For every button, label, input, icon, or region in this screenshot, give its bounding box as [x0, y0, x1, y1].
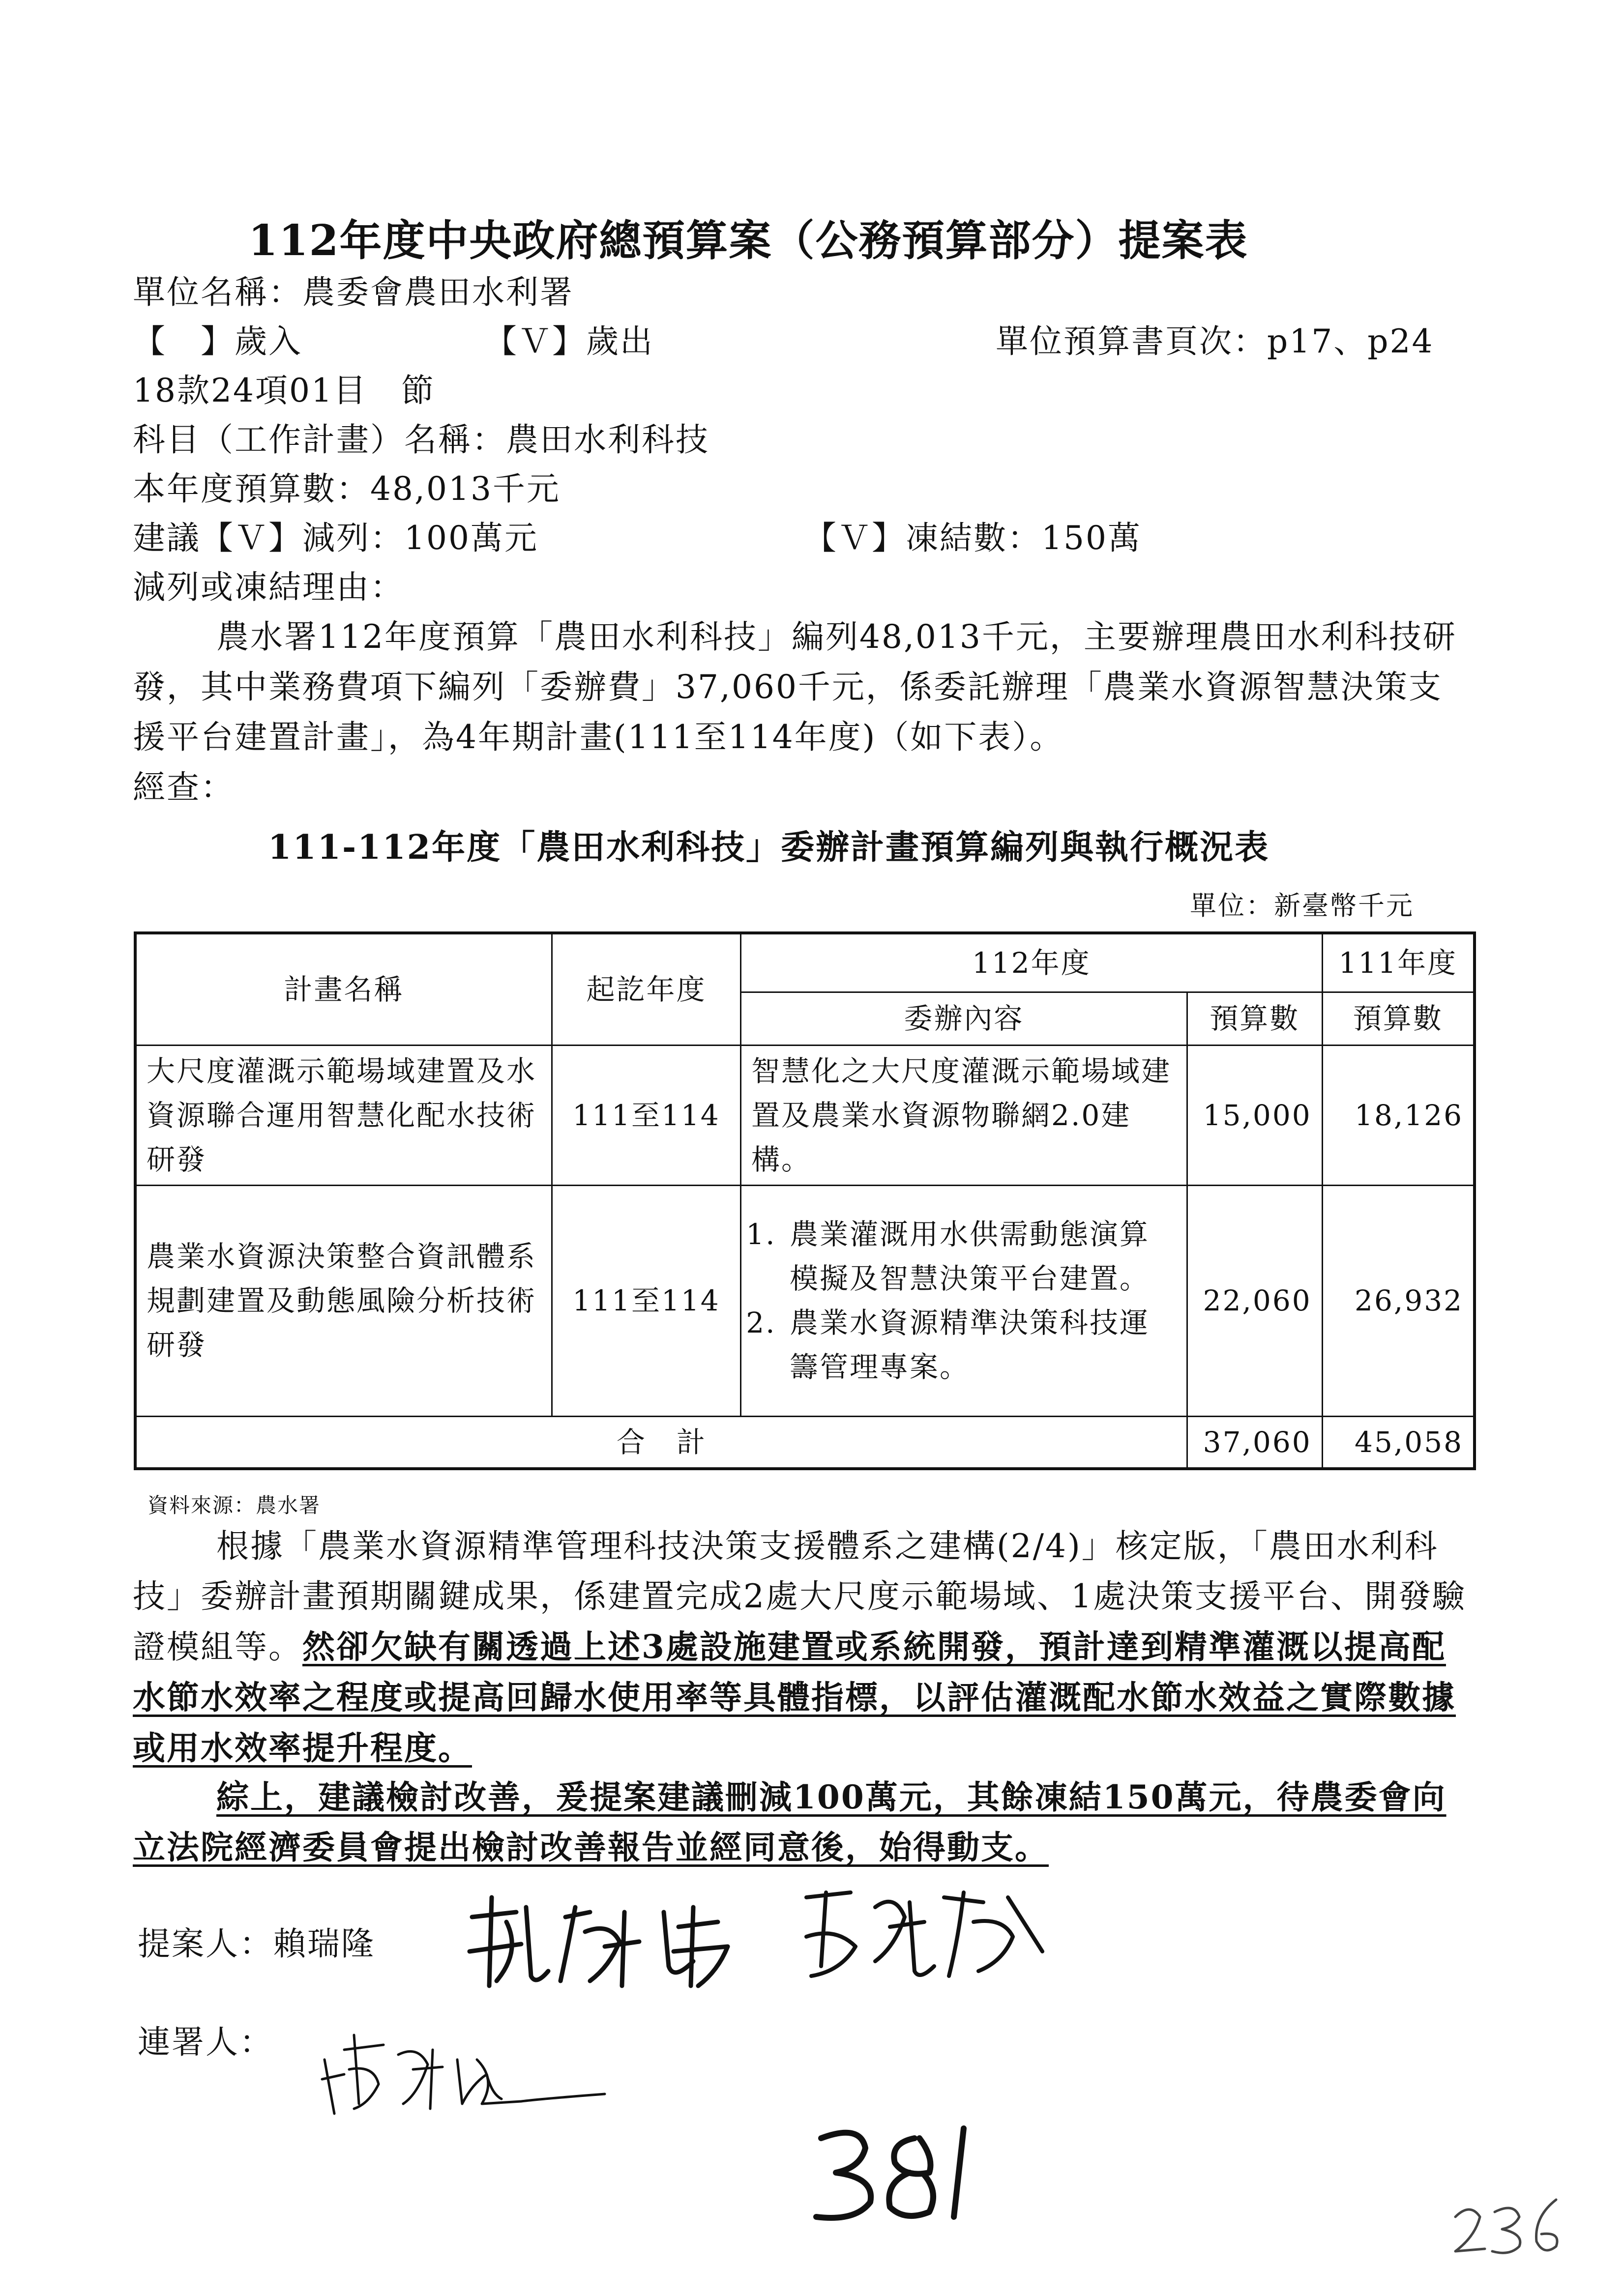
review-label: 經查： [133, 768, 235, 806]
table-title: 111-112年度「農田水利科技」委辦計畫預算編列與執行概況表 [268, 828, 1270, 867]
row1-content: 智慧化之大尺度灌溉示範場域建置及農業水資源物聯網2.0建構。 [741, 1045, 1187, 1185]
signature-2 [797, 1878, 1052, 1986]
revenue-checkbox: 【 】歲入 [133, 322, 302, 360]
analysis-emphasis: 然卻欠缺有關透過上述3處設施建置或系統開發，預計達到精準灌溉以提高配水節水效率之程度或提高回歸水使用率等具體指標，以評估灌溉配水節水效益之實際數據或用水效率提升程度。 [133, 1628, 1456, 1767]
page-title: 112年度中央政府總預算案（公務預算部分）提案表 [248, 216, 1248, 265]
conclusion-text: 綜上，建議檢討改善，爰提案建議刪減100萬元，其餘凍結150萬元，待農委會向立法院經濟委員會提出檢討改善報告並經同意後，始得動支。 [133, 1778, 1447, 1866]
analysis-paragraph [133, 1521, 1470, 1773]
total-budget-111: 45,058 [1322, 1416, 1475, 1469]
cosigner-label: 連署人： [138, 2023, 273, 2061]
row1-plan-name: 大尺度灌溉示範場域建置及水資源聯合運用智慧化配水技術研發 [135, 1045, 552, 1185]
handwritten-page-number [806, 2119, 983, 2227]
table-unit: 單位：新臺幣千元 [1190, 890, 1414, 921]
header-plan-name: 計畫名稱 [135, 933, 552, 1045]
row2-content-item: 1. 農業灌溉用水供需動態演算模擬及智慧決策平台建置。 [787, 1212, 1177, 1301]
header-commission-content: 委辦內容 [741, 992, 1187, 1045]
budget-table [134, 931, 1476, 1470]
budget-pages: 單位預算書頁次：p17、p24 [996, 322, 1434, 360]
signature-3 [315, 2020, 620, 2119]
expense-checkbox: 【Ｖ】歲出 [484, 322, 654, 360]
conclusion-paragraph [133, 1772, 1470, 1872]
account-code: 18款24項01目 節 [133, 372, 435, 409]
table-row [135, 1045, 1475, 1185]
header-budget-112: 預算數 [1187, 992, 1322, 1045]
row1-budget-112: 15,000 [1187, 1045, 1322, 1185]
row2-budget-112: 22,060 [1187, 1185, 1322, 1416]
signature-1 [462, 1888, 738, 1996]
header-period: 起訖年度 [552, 933, 740, 1045]
row2-content-item: 2. 農業水資源精準決策科技運籌管理專案。 [787, 1301, 1177, 1389]
row2-budget-111: 26,932 [1322, 1185, 1475, 1416]
unit-name: 單位名稱：農委會農田水利署 [133, 273, 574, 311]
suggest-cut: 建議【Ｖ】減列：100萬元 [133, 519, 538, 557]
table-total-row [135, 1416, 1475, 1469]
reason-paragraph [133, 612, 1470, 813]
header-year-112: 112年度 [741, 933, 1323, 992]
subject-name: 科目（工作計畫）名稱：農田水利科技 [133, 421, 709, 459]
header-budget-111: 預算數 [1322, 992, 1475, 1045]
reason-label: 減列或凍結理由： [133, 568, 404, 606]
row1-period: 111至114 [552, 1045, 740, 1185]
row2-content [741, 1185, 1187, 1416]
row2-period: 111至114 [552, 1185, 740, 1416]
proposer-label: 提案人：賴瑞隆 [138, 1925, 375, 1963]
header-year-111: 111年度 [1322, 933, 1475, 992]
handwritten-page-number-small [1446, 2187, 1568, 2261]
table-row [135, 1185, 1475, 1416]
table-source: 資料來源：農水署 [148, 1493, 321, 1517]
reason-text: 農水署112年度預算「農田水利科技」編列48,013千元，主要辦理農田水利科技研發，其中業務費項下編列「委辦費」37,060千元，係委託辦理「農業水資源智慧決策支援平台建置計畫」，為4年期計畫(111至114年度)（如下表）。 [133, 618, 1457, 756]
analysis-text: 根據「農業水資源精準管理科技決策支援體系之建構(2/4)」核定版，「農田水利科技」委辦計畫預期關鍵成果，係建置完成2處大尺度示範場域、1處決策支援平台、開發驗證模組等。 [133, 1527, 1466, 1666]
suggest-freeze: 【Ｖ】凍結數：150萬 [804, 519, 1142, 557]
row1-budget-111: 18,126 [1322, 1045, 1475, 1185]
total-label: 合 計 [135, 1416, 1187, 1469]
total-budget-112: 37,060 [1187, 1416, 1322, 1469]
row2-plan-name: 農業水資源決策整合資訊體系規劃建置及動態風險分析技術研發 [135, 1185, 552, 1416]
current-budget: 本年度預算數：48,013千元 [133, 470, 561, 508]
